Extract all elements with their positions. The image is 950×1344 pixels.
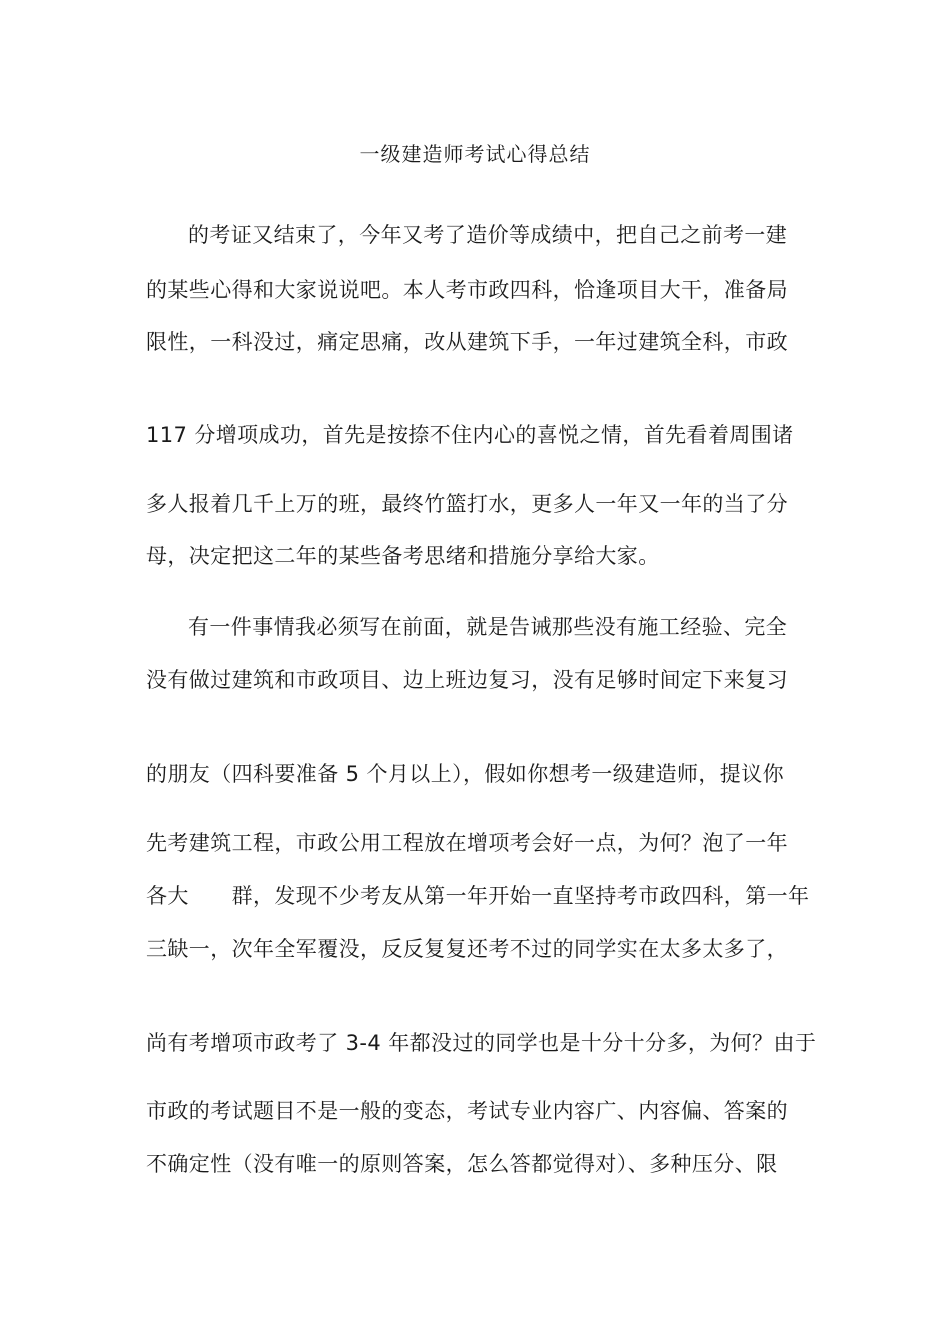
paragraph-line: 限性，一科没过，痛定思痛，改从建筑下手，一年过建筑全科，市政: [146, 330, 788, 354]
paragraph-line: 不确定性（没有唯一的原则答案，怎么答都觉得对）、多种压分、限: [146, 1152, 778, 1176]
paragraph-line: 没有做过建筑和市政项目、边上班边复习，没有足够时间定下来复习: [146, 668, 788, 692]
paragraph-line: 先考建筑工程，市政公用工程放在增项考会好一点，为何？泡了一年: [146, 831, 788, 855]
paragraph-line: 117 分增项成功，首先是按捺不住内心的喜悦之情，首先看着周围诸: [146, 423, 794, 447]
paragraph-line: 市政的考试题目不是一般的变态，考试专业内容广、内容偏、答案的: [146, 1099, 788, 1123]
paragraph-line: 的朋友（四科要准备 5 个月以上），假如你想考一级建造师，提议你: [146, 762, 785, 786]
paragraph-line: 有一件事情我必须写在前面，就是告诫那些没有施工经验、完全: [188, 615, 788, 639]
paragraph-line: 多人报着几千上万的班，最终竹篮打水，更多人一年又一年的当了分: [146, 492, 788, 516]
paragraph-line: 的某些心得和大家说说吧。本人考市政四科，恰逢项目大干，准备局: [146, 278, 788, 302]
paragraph-line: 各大 群，发现不少考友从第一年开始一直坚持考市政四科，第一年: [146, 884, 810, 908]
paragraph-line: 的考证又结束了，今年又考了造价等成绩中，把自己之前考一建: [188, 223, 788, 247]
paragraph-line: 三缺一，次年全军覆没，反反复复还考不过的同学实在太多太多了，: [146, 937, 788, 961]
document-title: 一级建造师考试心得总结: [359, 142, 591, 166]
paragraph-line: 尚有考增项市政考了 3-4 年都没过的同学也是十分十分多，为何？由于: [146, 1031, 817, 1055]
paragraph-line: 母，决定把这二年的某些备考思绪和措施分享给大家。: [146, 544, 660, 568]
